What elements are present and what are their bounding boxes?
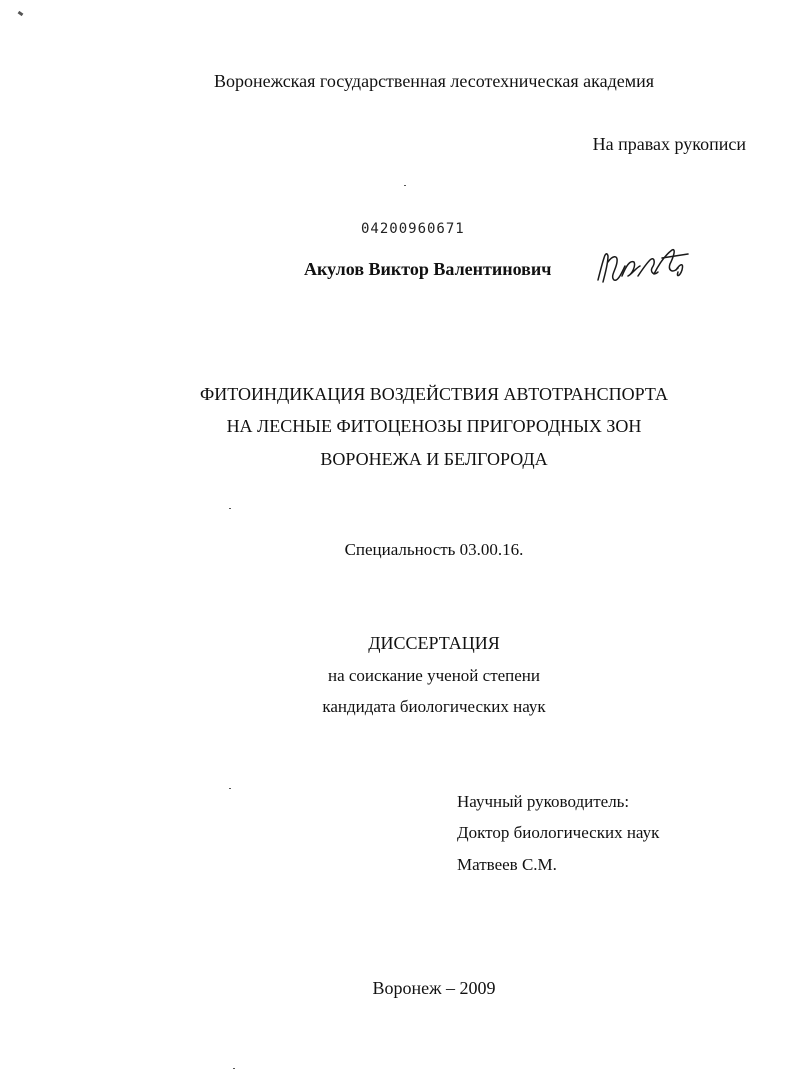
rights-notice: На правах рукописи [592,134,746,154]
title-line-3: ВОРОНЕЖА И БЕЛГОРОДА [320,449,548,469]
scan-speck [233,1068,235,1069]
author-name: Акулов Виктор Валентинович [304,259,552,279]
institution-name: Воронежская государственная лесотехническая академия [213,71,655,91]
specialty: Специальность 03.00.16. [344,540,524,559]
degree-line-2: кандидата биологических наук [322,697,546,716]
degree-line-1: на соискание ученой степени [327,666,541,685]
signature-icon [592,242,692,288]
city-year: Воронеж – 2009 [372,978,496,998]
scan-speck [229,508,231,509]
scan-speck [229,788,231,789]
title-line-1: ФИТОИНДИКАЦИЯ ВОЗДЕЙСТВИЯ АВТОТРАНСПОРТА [199,384,669,404]
scan-speck-corner [18,11,24,16]
supervisor-label: Научный руководитель: [457,792,630,811]
registration-number: 04200960671 [361,221,465,237]
degree-heading: ДИССЕРТАЦИЯ [368,633,500,653]
scan-speck [404,185,406,186]
supervisor-rank: Доктор биологических наук [457,823,660,842]
title-line-2: НА ЛЕСНЫЕ ФИТОЦЕНОЗЫ ПРИГОРОДНЫХ ЗОН [226,416,642,436]
supervisor-name: Матвеев С.М. [457,855,557,874]
